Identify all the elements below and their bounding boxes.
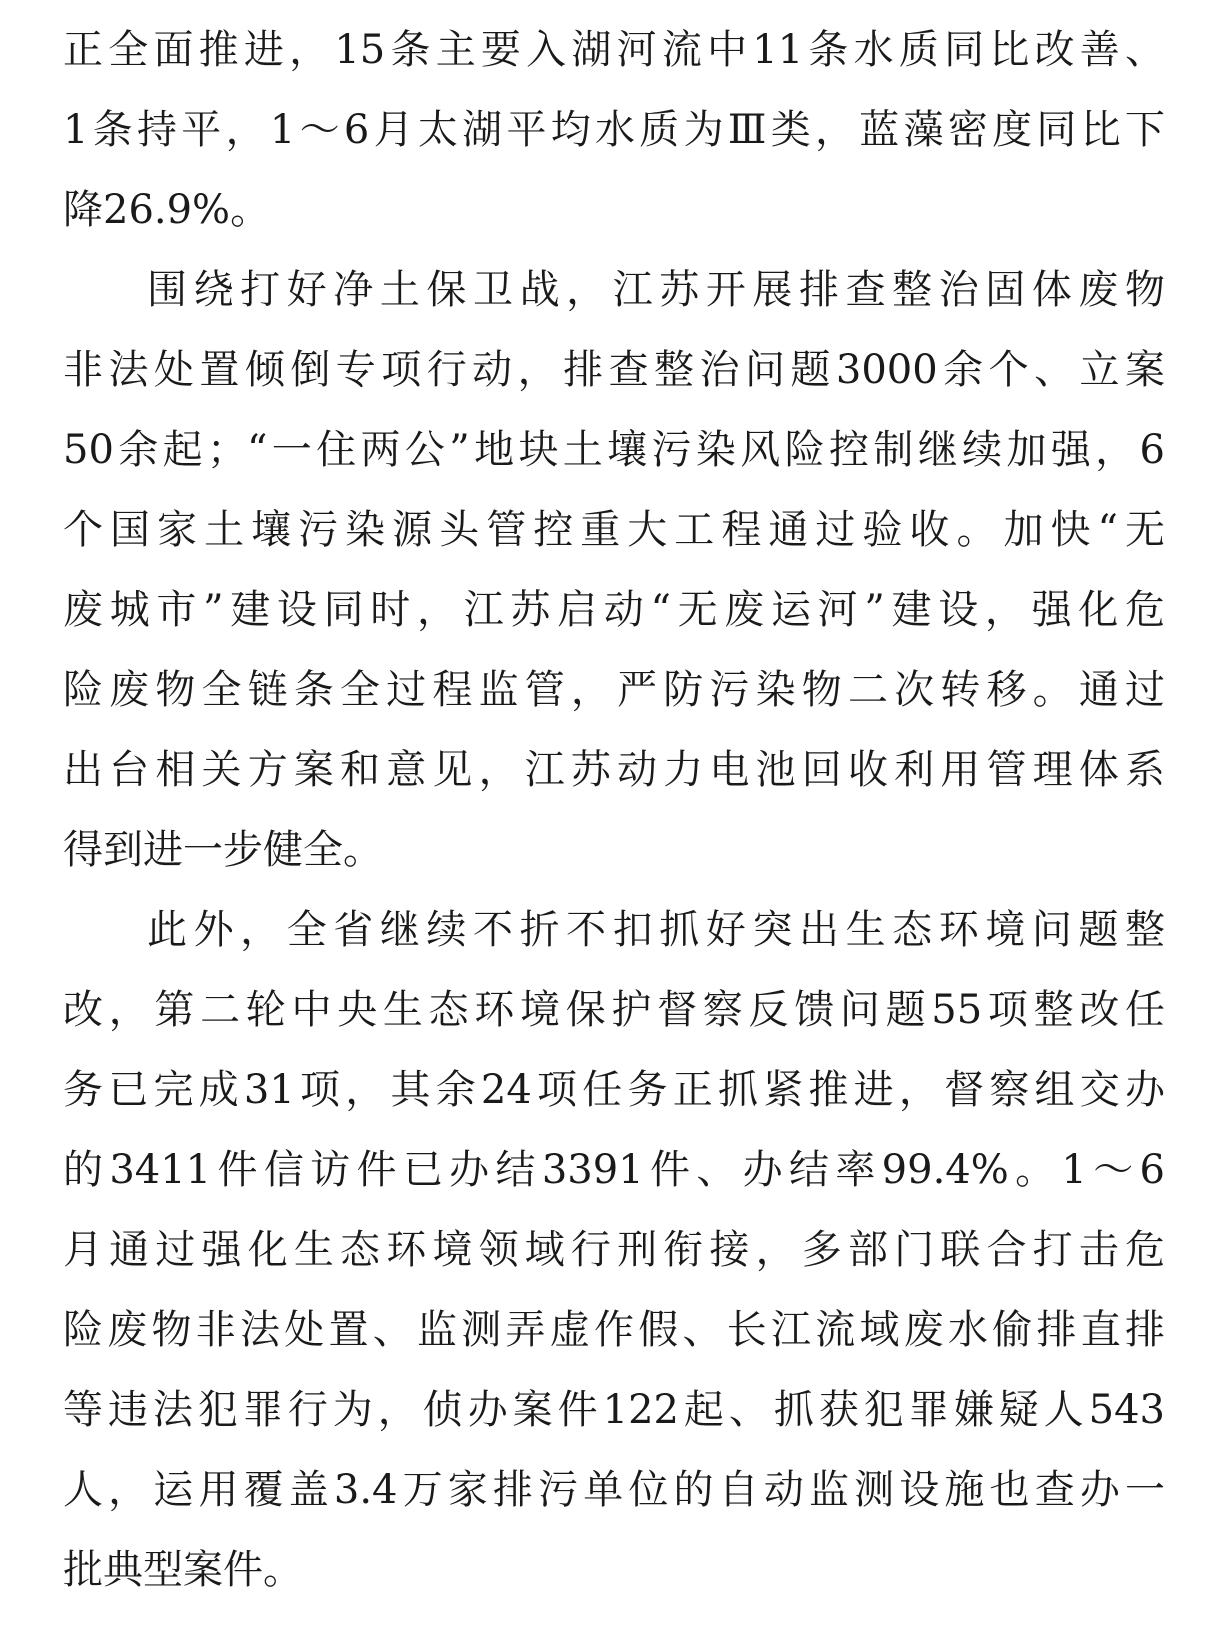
paragraph-2-line-4: 个国家土壤污染源头管控重大工程通过验收。加快“无 — [63, 507, 1165, 553]
paragraph-2-line-3: 50余起；“一住两公”地块土壤污染风险控制继续加强，6 — [63, 427, 1165, 473]
paragraph-2-line-8: 得到进一步健全。 — [63, 827, 383, 873]
paragraph-1-line-2: 1条持平，1～6月太湖平均水质为Ⅲ类，蓝藻密度同比下 — [63, 107, 1165, 153]
paragraph-3-line-9: 批典型案件。 — [63, 1547, 303, 1593]
paragraph-3-line-2: 改，第二轮中央生态环境保护督察反馈问题55项整改任 — [63, 987, 1165, 1033]
paragraph-2-line-5: 废城市”建设同时，江苏启动“无废运河”建设，强化危 — [63, 587, 1165, 633]
paragraph-3-line-3: 务已完成31项，其余24项任务正抓紧推进，督察组交办 — [63, 1067, 1165, 1113]
paragraph-2-line-7: 出台相关方案和意见，江苏动力电池回收利用管理体系 — [63, 747, 1165, 793]
paragraph-3-line-4: 的3411件信访件已办结3391件、办结率99.4%。1～6 — [63, 1147, 1165, 1193]
document-page — [63, 0, 1165, 1642]
paragraph-2-line-2: 非法处置倾倒专项行动，排查整治问题3000余个、立案 — [63, 347, 1165, 393]
paragraph-3-line-5: 月通过强化生态环境领域行刑衔接，多部门联合打击危 — [63, 1227, 1165, 1273]
paragraph-3-line-1: 此外，全省继续不折不扣抓好突出生态环境问题整 — [147, 907, 1165, 953]
paragraph-3-line-7: 等违法犯罪行为，侦办案件122起、抓获犯罪嫌疑人543 — [63, 1387, 1165, 1433]
paragraph-3-line-6: 险废物非法处置、监测弄虚作假、长江流域废水偷排直排 — [63, 1307, 1165, 1353]
paragraph-1-line-1: 正全面推进，15条主要入湖河流中11条水质同比改善、 — [63, 27, 1165, 73]
paragraph-1-line-3: 降26.9%。 — [63, 187, 271, 233]
paragraph-2-line-6: 险废物全链条全过程监管，严防污染物二次转移。通过 — [63, 667, 1165, 713]
paragraph-2-line-1: 围绕打好净土保卫战，江苏开展排查整治固体废物 — [147, 267, 1165, 313]
paragraph-3-line-8: 人，运用覆盖3.4万家排污单位的自动监测设施也查办一 — [63, 1467, 1165, 1513]
